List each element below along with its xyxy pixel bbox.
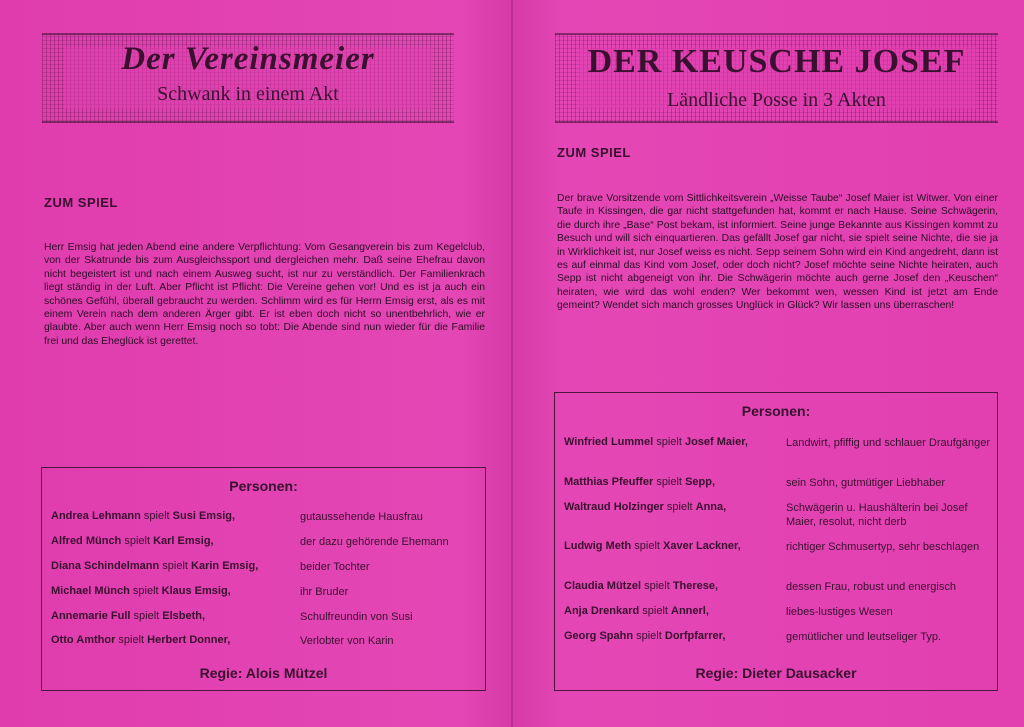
actor-name: Andrea Lehmann — [51, 510, 141, 522]
actor-name: Georg Spahn — [564, 630, 634, 642]
cast-credit — [51, 510, 235, 522]
role-name: Annerl, — [671, 605, 709, 617]
right-page — [513, 0, 1024, 727]
synopsis-text: Der brave Vorsitzende vom Sittlichkeitsverein „Weisse Taube“ Josef Maier ist Witwer. Von einer Taufe in Kissingen, die gar nicht stattgefunden hat, kommt er nach Hause. Seine Schwägerin, die durch ihre „Base“ Post bekam, ist informiert. Seine junge Bekannte aus Kissingen kommt zu Besuch und will sich einquartieren. Das gefällt Josef gar nicht, sie spielt seine Nichte, die sie ja in Wirklichkeit ist, nur Josef weiss es nicht. Sepp seinem Sohn wird ein Kind angedreht, dann ist es auf einmal das Kind vom Josef, oder doch nicht? Josef möchte seine Nichte heiraten, auch Sepp ist nicht abgeneigt von ihr. Die Schwägerin möchte auch gerne Josef den „Keuschen“ heiraten, wie wird das wohl enden? Wer bekommt wen, wessen Kind ist jetzt am Ende gemeint? Wendet sich manch grosses Unglück in Glück? Wir lassen uns überraschen! — [557, 193, 998, 312]
actor-name: Claudia Mützel — [564, 580, 642, 592]
role-name: Susi Emsig, — [172, 510, 236, 522]
role-name: Dorfpfarrer, — [664, 630, 726, 642]
director-credit: Regie: Alois Mützel — [199, 665, 328, 681]
cast-verb: spielt — [118, 634, 145, 646]
cast-verb: spielt — [636, 630, 662, 642]
play-title: DER KEUSCHE JOSEF — [587, 43, 966, 80]
cast-credit — [564, 540, 741, 552]
play-subtitle: Schwank in einem Akt — [157, 83, 339, 105]
cast-verb: spielt — [143, 510, 170, 522]
role-description: richtiger Schmusertyp, sehr beschlagen — [786, 541, 980, 553]
actor-name: Alfred Münch — [51, 535, 122, 547]
cast-verb: spielt — [656, 476, 682, 488]
actor-name: Otto Amthor — [51, 634, 116, 646]
role-name: Herbert Donner, — [147, 634, 231, 646]
cast-verb: spielt — [124, 535, 151, 547]
cast-credit — [564, 436, 748, 448]
left-title-banner — [42, 33, 454, 123]
role-name: Xaver Lackner, — [663, 540, 741, 552]
actor-name: Diana Schindelmann — [51, 560, 160, 572]
cast-verb: spielt — [162, 560, 188, 572]
actor-name: Matthias Pfeuffer — [564, 476, 654, 488]
synopsis-text: Herr Emsig hat jeden Abend eine andere Verpflichtung: Vom Gesangverein bis zum Kegelclub, von der Skatrunde bis zum Ausgleichssport und dergleichen mehr. Daß seine Ehefrau davon nicht begeistert ist und nach einem Ausweg sucht, ist nur zu verständlich. Der Familienkrach liegt ständig in der Luft. Aber Pflicht ist Pflicht: Die Vereine gehen vor! Und es ist ja auch ein schönes Gefühl, überall gebraucht zu werden. Schlimm wird es für Herrn Emsig erst, als es mit einem Verein nach dem anderen Ärger gibt. Er ist eben doch nicht so unentbehrlich, wie er glaubte. Aber auch wenn Herr Emsig noch so tobt: Die Abende sind nun wieder für die Familie frei und das Eheglück ist gerettet. — [44, 242, 485, 347]
cast-heading: Personen: — [741, 403, 811, 419]
cast-verb: spielt — [133, 610, 160, 622]
role-description: Landwirt, pfiffig und schlauer Draufgänger — [786, 437, 991, 449]
role-description: beider Tochter — [300, 561, 370, 573]
role-name: Josef Maier, — [684, 436, 748, 448]
role-description: Verlobter von Karin — [300, 635, 394, 647]
actor-name: Ludwig Meth — [564, 540, 632, 552]
section-heading: ZUM SPIEL — [44, 195, 118, 210]
role-name: Karl Emsig, — [153, 535, 214, 547]
cast-credit — [564, 476, 715, 488]
cast-heading: Personen: — [229, 478, 298, 494]
actor-name: Anja Drenkard — [564, 605, 640, 617]
role-description: ihr Bruder — [300, 586, 349, 598]
play-subtitle: Ländliche Posse in 3 Akten — [667, 89, 886, 111]
role-description: liebes-lustiges Wesen — [786, 606, 893, 618]
cast-credit — [51, 585, 231, 597]
cast-credit — [564, 501, 726, 513]
director-credit: Regie: Dieter Dausacker — [695, 665, 857, 681]
role-name: Elsbeth, — [162, 610, 206, 622]
cast-credit — [564, 605, 709, 617]
actor-name: Winfried Lummel — [564, 436, 654, 448]
role-description: Schwägerin u. Haushälterin bei Josef Maier, resolut, nicht derb — [786, 502, 968, 528]
role-name: Karin Emsig, — [191, 560, 259, 572]
cast-credit — [51, 610, 205, 622]
role-name: Klaus Emsig, — [161, 585, 231, 597]
cast-credit — [51, 560, 258, 572]
cast-credit — [564, 580, 718, 592]
role-description: dessen Frau, robust und energisch — [786, 581, 956, 593]
role-description: der dazu gehörende Ehemann — [300, 536, 449, 548]
role-description: gemütlicher und leutseliger Typ. — [786, 631, 942, 643]
actor-name: Waltraud Holzinger — [564, 501, 664, 513]
cast-credit — [51, 634, 230, 646]
actor-name: Annemarie Full — [51, 610, 131, 622]
cast-verb: spielt — [642, 605, 668, 617]
actor-name: Michael Münch — [51, 585, 130, 597]
cast-credit — [51, 535, 214, 547]
role-name: Sepp, — [685, 476, 716, 488]
role-description: Schulfreundin von Susi — [300, 611, 413, 623]
left-page — [0, 0, 511, 727]
section-heading: ZUM SPIEL — [557, 145, 631, 160]
cast-box — [554, 392, 998, 691]
role-description: gutaussehende Hausfrau — [300, 511, 423, 523]
cast-verb: spielt — [644, 580, 670, 592]
cast-verb: spielt — [634, 540, 660, 552]
cast-verb: spielt — [666, 501, 693, 513]
play-title: Der Vereinsmeier — [121, 41, 375, 77]
cast-verb: spielt — [132, 585, 159, 597]
right-title-banner — [555, 33, 998, 123]
cast-verb: spielt — [656, 436, 682, 448]
cast-box — [41, 467, 486, 691]
role-name: Therese, — [672, 580, 719, 592]
role-name: Anna, — [695, 501, 727, 513]
cast-credit — [564, 630, 725, 642]
role-description: sein Sohn, gutmütiger Liebhaber — [786, 477, 945, 489]
